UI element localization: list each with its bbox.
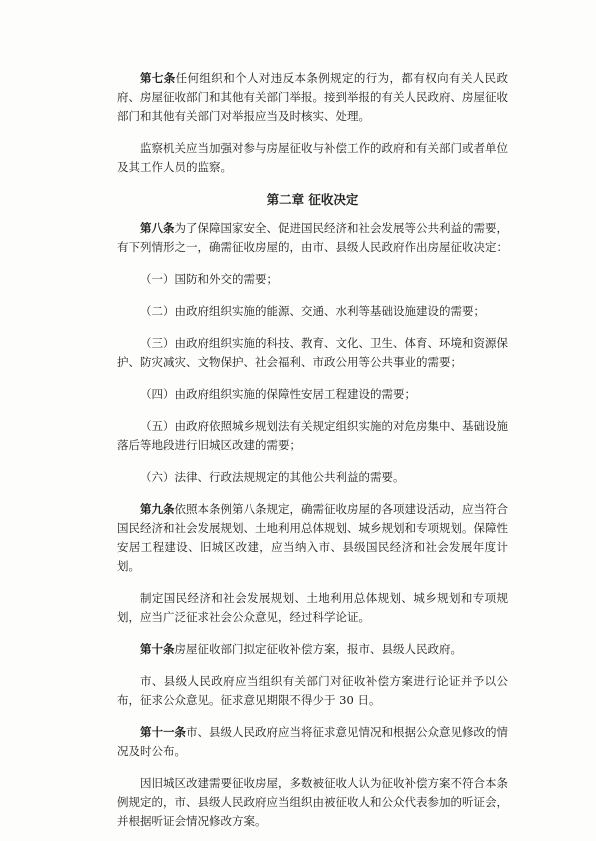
article-11-lead: 第十一条 xyxy=(140,725,186,739)
article-7-text: 任何组织和个人对违反本条例规定的行为，都有权向有关人民政府、房屋征收部门和其他有关部门举报。接到举报的有关人民政府、房屋征收部门和其他有关部门对举报应当及时核实、处理。 xyxy=(117,71,509,123)
article-7 xyxy=(117,69,508,126)
article-8-item-1: （一）国防和外交的需要； xyxy=(140,272,278,286)
article-8 xyxy=(117,219,508,257)
article-10-text: 房屋征收部门拟定征收补偿方案，报市、县级人民政府。 xyxy=(174,642,462,656)
article-8-item-4: （四）由政府组织实施的保障性安居工程建设的需要； xyxy=(140,387,416,401)
article-11-paragraph-2: 因旧城区改建需要征收房屋，多数被征收人认为征收补偿方案不符合本条例规定的，市、县级人民政府应当组织由被征收人和公众代表参加的听证会，并根据听证会情况修改方案。 xyxy=(117,776,508,828)
article-11 xyxy=(117,723,508,761)
article-8-text: 为了保障国家安全、促进国民经济和社会发展等公共利益的需要，有下列情形之一，确需征收房屋的，由市、县级人民政府作出房屋征收决定： xyxy=(117,221,508,254)
article-7-lead: 第七条 xyxy=(140,71,176,85)
article-8-item-3: （三）由政府组织实施的科技、教育、文化、卫生、体育、环境和资源保护、防灾减灾、文物保护、社会福利、市政公用等公共事业的需要； xyxy=(117,336,508,369)
article-10 xyxy=(117,640,508,659)
article-9-text: 依照本条例第八条规定，确需征收房屋的各项建设活动，应当符合国民经济和社会发展规划、土地利用总体规划、城乡规划和专项规划。保障性安居工程建设、旧城区改建，应当纳入市、县级国民经济和社会发展年度计划。 xyxy=(117,502,508,573)
article-10-lead: 第十条 xyxy=(140,642,175,656)
chapter-2-heading: 第二章 征收决定 xyxy=(266,192,359,207)
article-11-text: 市、县级人民政府应当将征求意见情况和根据公众意见修改的情况及时公布。 xyxy=(117,725,508,758)
article-8-item-2: （二）由政府组织实施的能源、交通、水利等基础设施建设的需要； xyxy=(140,304,485,318)
article-10-paragraph-2: 市、县级人民政府应当组织有关部门对征收补偿方案进行论证并予以公布，征求公众意见。征求意见期限不得少于 30 日。 xyxy=(117,674,508,707)
article-7-paragraph-2: 监察机关应当加强对参与房屋征收与补偿工作的政府和有关部门或者单位及其工作人员的监察。 xyxy=(117,141,508,174)
article-9 xyxy=(117,500,508,576)
article-9-paragraph-2: 制定国民经济和社会发展规划、土地利用总体规划、城乡规划和专项规划，应当广泛征求社会公众意见，经过科学论证。 xyxy=(117,591,508,624)
article-8-item-5: （五）由政府依照城乡规划法有关规定组织实施的对危房集中、基础设施落后等地段进行旧城区改建的需要； xyxy=(117,419,508,452)
article-9-lead: 第九条 xyxy=(140,502,175,516)
article-8-item-6: （六）法律、行政法规规定的其他公共利益的需要。 xyxy=(140,470,405,484)
article-8-lead: 第八条 xyxy=(140,221,175,235)
